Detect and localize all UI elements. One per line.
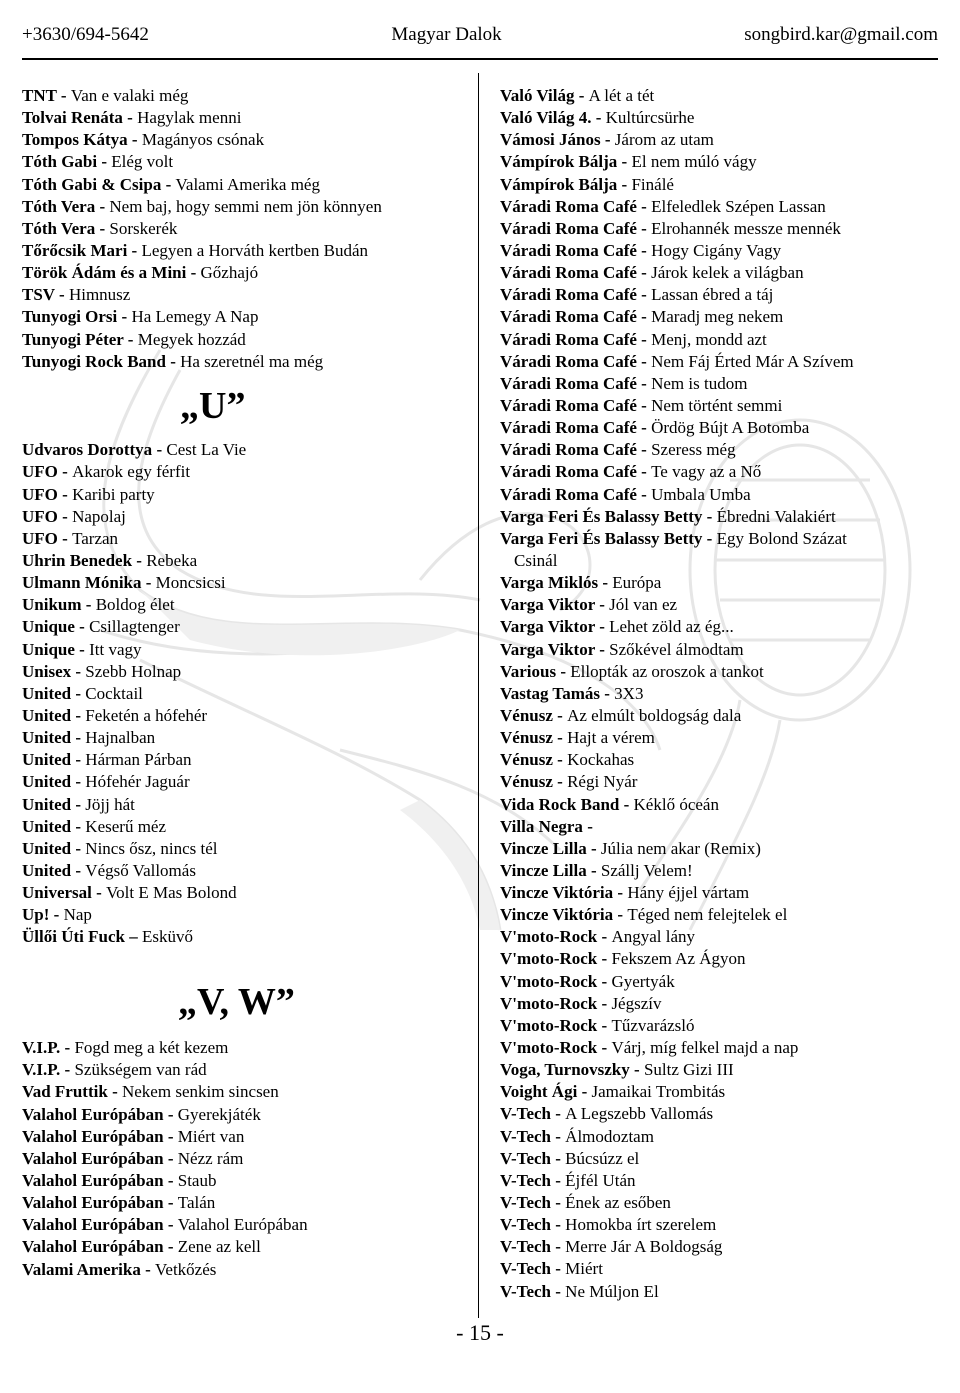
list-item: United - Végső Vallomás: [22, 860, 196, 880]
list-item: V-Tech - Homokba írt szerelem: [500, 1215, 717, 1235]
list-item: Vénusz - Kockahas: [500, 750, 635, 770]
column-divider: [478, 73, 479, 1318]
list-item: Vámosi János - Járom az utam: [500, 130, 714, 150]
list-item: Varga Miklós - Európa: [500, 573, 662, 593]
list-item: Váradi Roma Café - Lassan ébred a táj: [500, 285, 774, 305]
list-item: Valahol Európában - Miért van: [22, 1126, 245, 1146]
list-item: Váradi Roma Café - Járok kelek a világban: [500, 263, 804, 283]
list-item: Valahol Európában - Zene az kell: [22, 1237, 261, 1257]
list-item: Váradi Roma Café - Menj, mondd azt: [500, 329, 767, 349]
list-item: UFO - Napolaj: [22, 506, 126, 526]
list-item: Tunyogi Péter - Megyek hozzád: [22, 329, 246, 349]
list-item: V-Tech - Éjfél Után: [500, 1170, 636, 1190]
list-item: Török Ádám és a Mini - Gőzhajó: [22, 263, 259, 283]
list-item: Unique - Csillagtenger: [22, 617, 180, 637]
list-item: V-Tech - Miért: [500, 1259, 603, 1279]
page-number: - 15 -: [456, 1320, 504, 1345]
list-item: Váradi Roma Café - Nem történt semmi: [500, 395, 783, 415]
list-item: V'moto-Rock - Angyal lány: [500, 927, 696, 947]
list-item: Tóth Vera - Sorskerék: [22, 218, 178, 238]
list-item: Váradi Roma Café - Umbala Umba: [500, 484, 751, 504]
list-item: Valahol Európában - Nézz rám: [22, 1148, 244, 1168]
list-item: Tóth Gabi & Csipa - Valami Amerika még: [22, 174, 320, 194]
list-item: Valahol Európában - Staub: [22, 1170, 217, 1190]
list-item: United - Jöjj hát: [22, 794, 135, 814]
header-rule: [22, 58, 938, 60]
list-item: Vámpírok Bálja - El nem múló vágy: [500, 152, 757, 172]
list-item: United - Keserű méz: [22, 816, 167, 836]
list-item: Varga Viktor - Lehet zöld az ég...: [500, 617, 734, 637]
list-item: Uhrin Benedek - Rebeka: [22, 550, 198, 570]
list-item: Tunyogi Rock Band - Ha szeretnél ma még: [22, 351, 324, 371]
list-item: Váradi Roma Café - Nem is tudom: [500, 373, 748, 393]
list-item: Valahol Európában - Valahol Európában: [22, 1215, 308, 1235]
list-item: Universal - Volt E Mas Bolond: [22, 883, 237, 903]
list-item: Vincze Lilla - Szállj Velem!: [500, 860, 693, 880]
list-item: Vénusz - Az elmúlt boldogság dala: [500, 705, 742, 725]
list-item: Vincze Viktória - Téged nem felejtelek el: [500, 905, 788, 925]
list-item: Vastag Tamás - 3X3: [500, 683, 644, 703]
list-item: Váradi Roma Café - Maradj meg nekem: [500, 307, 784, 327]
list-item: Tőrőcsik Mari - Legyen a Horváth kertben Budán: [22, 240, 369, 260]
list-item: Unique - Itt vagy: [22, 639, 142, 659]
list-item: Váradi Roma Café - Hogy Cigány Vagy: [500, 240, 782, 260]
list-item: Unisex - Szebb Holnap: [22, 661, 182, 681]
list-item: Udvaros Dorottya - Cest La Vie: [22, 440, 247, 460]
list-item: V-Tech - Ne Múljon El: [500, 1281, 659, 1301]
list-item: V'moto-Rock - Várj, míg felkel majd a nap: [500, 1038, 799, 1058]
header-phone: +3630/694-5642: [22, 24, 149, 45]
list-item: Varga Feri És Balassy Betty - Egy Bolond Százat: [500, 528, 847, 548]
list-item: V-Tech - Ének az esőben: [500, 1193, 671, 1213]
list-item: V.I.P. - Szükségem van rád: [22, 1060, 207, 1080]
list-item: TNT - Van e valaki még: [22, 86, 189, 105]
list-item: Unikum - Boldog élet: [22, 595, 175, 615]
list-item: United - Hófehér Jaguár: [22, 772, 190, 792]
list-item: Varga Viktor - Jól van ez: [500, 595, 678, 615]
list-item: Vincze Lilla - Júlia nem akar (Remix): [500, 838, 761, 858]
list-item: Villa Negra -: [500, 816, 593, 836]
list-item: Vincze Viktória - Hány éjjel vártam: [500, 883, 750, 903]
list-item: United - Cocktail: [22, 683, 143, 703]
list-item: Váradi Roma Café - Te vagy az a Nő: [500, 462, 762, 482]
header-email: songbird.kar@gmail.com: [744, 24, 938, 45]
list-item: Tompos Kátya - Magányos csónak: [22, 130, 265, 150]
list-item: V-Tech - Búcsúzz el: [500, 1148, 640, 1168]
list-item: Vénusz - Hajt a vérem: [500, 728, 655, 748]
list-item: V'moto-Rock - Jégszív: [500, 993, 662, 1013]
list-item: V-Tech - A Legszebb Vallomás: [500, 1104, 714, 1124]
right-column: [500, 85, 940, 1303]
section-heading-vw: „V, W”: [178, 980, 295, 1023]
list-item: Valahol Európában - Gyerekjáték: [22, 1104, 261, 1124]
list-item: V-Tech - Merre Jár A Boldogság: [500, 1237, 723, 1257]
list-item: V.I.P. - Fogd meg a két kezem: [22, 1038, 229, 1058]
list-item: V-Tech - Álmodoztam: [500, 1126, 654, 1146]
list-item: Tóth Vera - Nem baj, hogy semmi nem jön könnyen: [22, 196, 382, 216]
list-item: Vida Rock Band - Kéklő óceán: [500, 794, 719, 814]
list-item: Voga, Turnovszky - Sultz Gizi III: [500, 1060, 734, 1080]
list-item: Up! - Nap: [22, 905, 92, 925]
list-item: Váradi Roma Café - Elrohannék messze mennék: [500, 218, 841, 238]
list-item: Tunyogi Orsi - Ha Lemegy A Nap: [22, 307, 259, 327]
left-column: [22, 85, 462, 1281]
list-item: Üllői Úti Fuck – Esküvő: [22, 927, 193, 947]
list-item: Való Világ 4. - Kultúrcsürhe: [500, 108, 695, 128]
list-item: United - Hárman Párban: [22, 750, 192, 770]
list-item: Vénusz - Régi Nyár: [500, 772, 638, 792]
list-item: Voight Ági - Jamaikai Trombitás: [500, 1082, 726, 1102]
list-item: UFO - Karibi party: [22, 484, 155, 504]
list-item: Való Világ - A lét a tét: [500, 86, 655, 105]
list-item: V'moto-Rock - Fekszem Az Ágyon: [500, 949, 746, 969]
list-item: Valami Amerika - Vetkőzés: [22, 1259, 217, 1279]
list-item: UFO - Akarok egy férfit: [22, 462, 191, 482]
list-item: Váradi Roma Café - Nem Fáj Érted Már A Szívem: [500, 351, 854, 371]
header-title: Magyar Dalok: [391, 24, 502, 45]
list-item: Váradi Roma Café - Elfeledlek Szépen Lassan: [500, 196, 826, 216]
list-item: V'moto-Rock - Tűzvarázsló: [500, 1015, 695, 1035]
section-heading-u: „U”: [180, 384, 246, 427]
list-item: Vámpírok Bálja - Finálé: [500, 174, 674, 194]
list-item: TSV - Himnusz: [22, 285, 131, 305]
list-item: Ulmann Mónika - Moncsicsi: [22, 573, 226, 593]
list-item: United - Feketén a hófehér: [22, 705, 208, 725]
list-item: Tóth Gabi - Elég volt: [22, 152, 174, 172]
list-item: United - Hajnalban: [22, 728, 156, 748]
list-item: United - Nincs ősz, nincs tél: [22, 838, 218, 858]
list-item: Valahol Európában - Talán: [22, 1193, 216, 1213]
list-item: UFO - Tarzan: [22, 528, 119, 548]
list-item: V'moto-Rock - Gyertyák: [500, 971, 675, 991]
page-header: [22, 22, 938, 48]
list-item: Varga Feri És Balassy Betty - Ébredni Valakiért: [500, 506, 836, 526]
list-item: Varga Viktor - Szőkével álmodtam: [500, 639, 744, 659]
list-item: Tolvai Renáta - Hagylak menni: [22, 108, 242, 128]
list-item: Vad Fruttik - Nekem senkim sincsen: [22, 1082, 279, 1102]
list-item-continuation: Csinál: [514, 550, 558, 570]
list-item: Various - Ellopták az oroszok a tankot: [500, 661, 764, 681]
list-item: Váradi Roma Café - Ördög Bújt A Botomba: [500, 418, 810, 438]
list-item: Váradi Roma Café - Szeress még: [500, 440, 736, 460]
